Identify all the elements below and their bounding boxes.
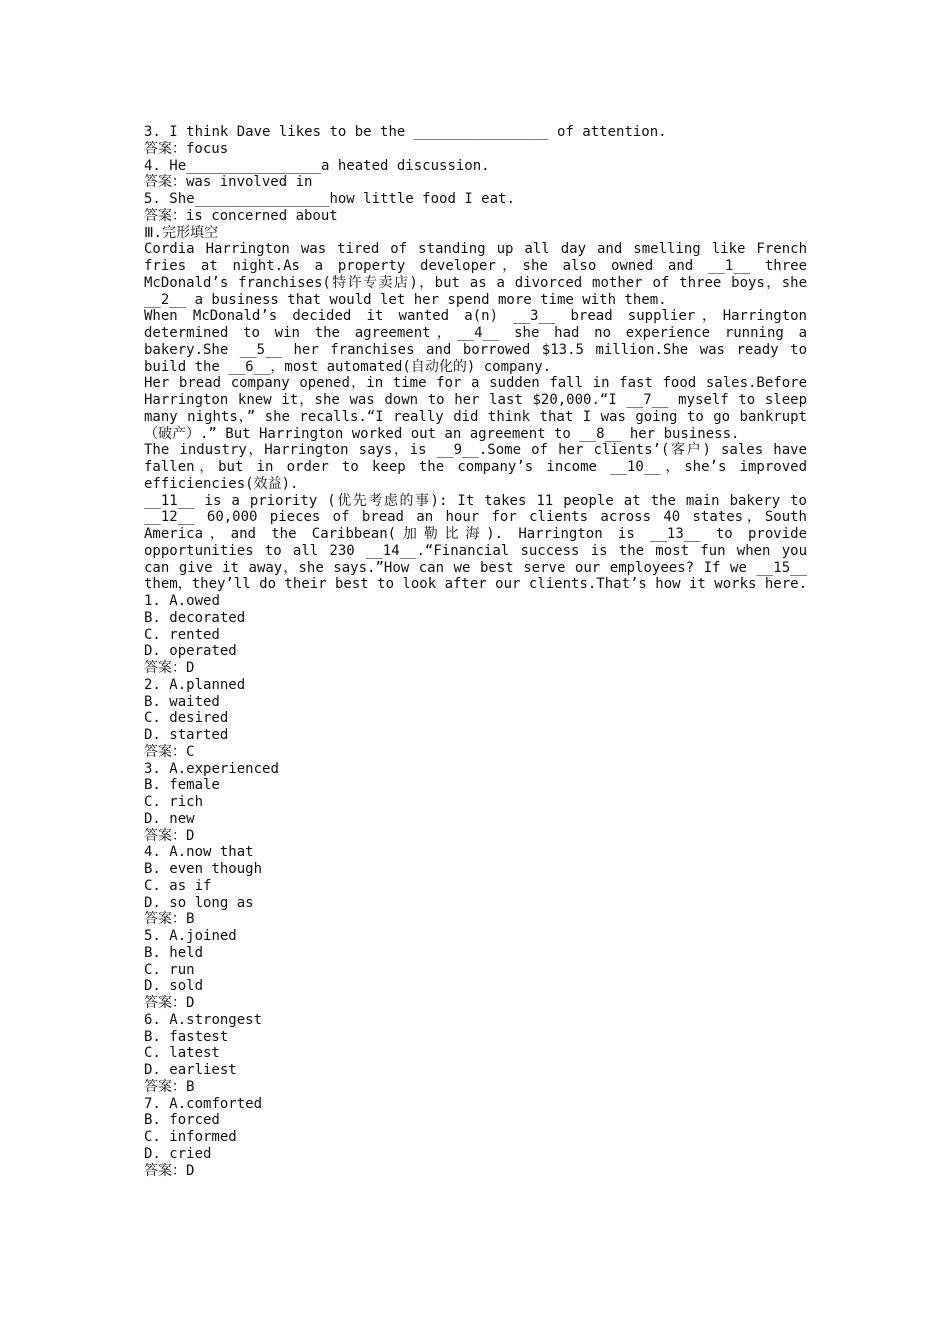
sentence-before: I think Dave likes to be the <box>169 124 414 140</box>
item-number: 5. <box>144 191 161 207</box>
answer-text: focus <box>186 140 229 157</box>
answer-line <box>144 174 807 191</box>
option-d: D. cried <box>144 1145 212 1162</box>
option-c: C. desired <box>144 710 229 727</box>
option-d: D. started <box>144 727 229 743</box>
answer-line <box>144 744 807 761</box>
option-a: 1. A.owed <box>144 593 220 609</box>
option-b: B. held <box>144 944 204 961</box>
sentence-item-4 <box>144 158 807 192</box>
question-number: 1. <box>144 593 161 609</box>
answer-text: is concerned about <box>186 207 338 224</box>
option-d: D. operated <box>144 643 237 660</box>
question-number: 2. <box>144 676 161 693</box>
cloze-passage <box>144 241 807 593</box>
option-a: 2. A.planned <box>144 676 246 693</box>
sentence-before: She <box>169 191 195 207</box>
option-d: D. new <box>144 810 195 827</box>
answer-label: 答案： <box>144 174 186 191</box>
answer-line <box>144 911 807 928</box>
sentence-line <box>144 158 807 175</box>
sentence-blank: ________________ <box>194 191 330 207</box>
answer-label: 答案： <box>144 1162 186 1179</box>
option-a: 3. A.experienced <box>144 760 279 777</box>
answer-text: D <box>186 995 195 1011</box>
question-7 <box>144 1096 807 1180</box>
option-d: D. sold <box>144 978 204 995</box>
passage-paragraph-2: When McDonald’s decided it wanted a(n) __3__ bread supplier，Harrington determined to win the agreement，__4__ she had no experience running a bakery.She __5__ her franchises and borrowed $13.5 million.She was ready to build the __6__，most automated(自动化的) company. <box>144 308 807 375</box>
sentence-after: of attention. <box>548 124 667 140</box>
option-d: D. so long as <box>144 894 254 911</box>
option-a: 6. A.strongest <box>144 1011 263 1028</box>
answer-line <box>144 828 807 845</box>
passage-paragraph-4: The industry，Harrington says，is __9__.Some of her clients’(客户) sales have fallen，but in order to keep the company’s income __10__，she’s improved efficiencies(效益). <box>144 442 807 492</box>
sentence-blank: ________________ <box>413 124 549 140</box>
answer-label: 答案： <box>144 207 186 224</box>
question-number: 6. <box>144 1011 161 1028</box>
answer-line <box>144 1163 807 1180</box>
answer-text: D <box>186 827 195 844</box>
question-6 <box>144 1012 807 1096</box>
answer-text: D <box>186 1162 195 1179</box>
option-c: C. run <box>144 961 195 978</box>
answer-label: 答案： <box>144 743 186 760</box>
question-3 <box>144 761 807 845</box>
answer-text: B <box>186 911 195 928</box>
sentence-item-5 <box>144 191 807 225</box>
option-a: 5. A.joined <box>144 928 237 944</box>
answer-label: 答案： <box>144 660 186 676</box>
option-c: C. as if <box>144 877 212 894</box>
answer-text: C <box>186 743 195 760</box>
section-title: Ⅲ.完形填空 <box>144 224 219 241</box>
answer-label: 答案： <box>144 995 186 1011</box>
answer-label: 答案： <box>144 827 186 844</box>
option-b: B. even though <box>144 861 263 877</box>
sentence-before: He <box>169 157 187 174</box>
sentence-blank: ________________ <box>186 157 322 174</box>
option-b: B. female <box>144 777 220 794</box>
answer-text: B <box>186 1078 195 1095</box>
passage-paragraph-1: Cordia Harrington was tired of standing up all day and smelling like French fries at night.As a property developer，she also owned and __1__ three McDonald’s franchises(特许专卖店)，but as a divorced mother of three boys，she __2__ a business that would let her spend more time with them. <box>144 241 807 308</box>
answer-label: 答案： <box>144 140 186 157</box>
sentence-item-3 <box>144 124 807 158</box>
document-page <box>144 124 807 1179</box>
option-a: 4. A.now that <box>144 844 254 861</box>
passage-paragraph-3: Her bread company opened，in time for a sudden fall in fast food sales.Before Harrington knew it，she was down to her last $20,000.“I __7__ myself to sleep many nights，” she recalls.“I really did think that I was going to go bankrupt（破产）.” But Harrington worked out an agreement to __8__ her business. <box>144 375 807 442</box>
question-number: 3. <box>144 760 161 777</box>
option-c: C. rented <box>144 626 220 643</box>
answer-label: 答案： <box>144 911 186 928</box>
option-b: B. forced <box>144 1112 220 1129</box>
question-1 <box>144 593 807 677</box>
option-b: B. waited <box>144 693 220 710</box>
question-number: 4. <box>144 844 161 861</box>
answer-line <box>144 995 807 1012</box>
option-b: B. fastest <box>144 1028 229 1045</box>
sentence-line <box>144 124 807 141</box>
option-c: C. rich <box>144 794 204 810</box>
answer-line <box>144 208 807 225</box>
option-b: B. decorated <box>144 609 246 626</box>
option-c: C. latest <box>144 1045 220 1062</box>
question-number: 5. <box>144 928 161 944</box>
sentence-line <box>144 191 807 208</box>
item-number: 3. <box>144 124 161 140</box>
item-number: 4. <box>144 157 161 174</box>
option-d: D. earliest <box>144 1062 237 1078</box>
answer-line <box>144 1079 807 1096</box>
answer-line <box>144 660 807 677</box>
answer-text: was involved in <box>186 174 313 191</box>
question-list <box>144 593 807 1179</box>
answer-text: D <box>186 660 195 676</box>
answer-label: 答案： <box>144 1078 186 1095</box>
question-5 <box>144 928 807 1012</box>
sentence-after: a heated discussion. <box>321 157 490 174</box>
question-number: 7. <box>144 1095 161 1112</box>
option-c: C. informed <box>144 1129 237 1145</box>
answer-line <box>144 141 807 158</box>
question-4 <box>144 844 807 928</box>
sentence-after: how little food I eat. <box>329 191 515 207</box>
question-2 <box>144 677 807 761</box>
option-a: 7. A.comforted <box>144 1095 263 1112</box>
passage-paragraph-5: __11__ is a priority (优先考虑的事): It takes 11 people at the main bakery to __12__ 60,000 pieces of bread an hour for clients across 40 states，South America，and the Caribbean(加勒比海). Harrington is __13__ to provide opportunities to all 230 __14__.“Financial success is the most fun when you can give it away，she says.”How can we best serve our employees? If we __15__ them，they’ll do their best to look after our clients.That’s how it works here. <box>144 492 808 593</box>
